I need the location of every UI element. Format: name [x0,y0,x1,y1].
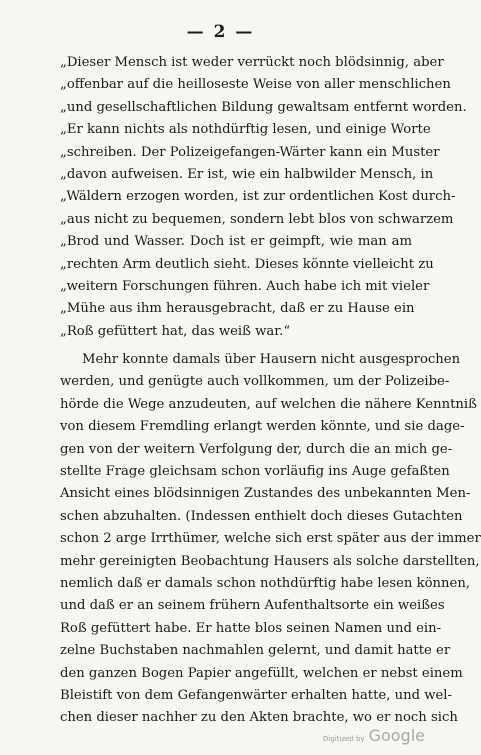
text-line: „schreiben. Der Polizeigefangen-Wärter kann ein Muster [60,144,440,160]
text-line: „Roß gefüttert hat, das weiß war.“ [60,323,291,339]
text-line: Bleistift von dem Gefangenwärter erhalten hatte, und wel- [60,687,452,703]
text-line: zelne Buchstaben nachmahlen gelernt, und damit hatte er [60,643,451,659]
text-line: werden, und genügte auch vollkommen, um der Polizeibe- [60,374,450,390]
text-line: Mehr konnte damals über Hausern nicht ausgesprochen [82,352,461,368]
text-line: schon 2 arge Irrthümer, welche sich erst später aus der immer [60,531,481,547]
page-text [60,52,481,730]
text-line: „Dieser Mensch ist weder verrückt noch blödsinnig, aber [60,55,444,70]
text-line: nemlich daß er damals schon nothdürftig habe lesen können, [60,575,471,591]
text-line: „offenbar auf die heilloseste Weise von aller menschlichen [60,77,451,93]
text-line: „Er kann nichts als nothdürftig lesen, und einige Worte [60,122,431,138]
text-line: mehr gereinigten Beobachtung Hausers als solche darstellten, [60,553,480,569]
text-line: „davon aufweisen. Er ist, wie ein halbwilder Mensch, in [60,166,434,182]
text-line: „weitern Forschungen führen. Auch habe ich mit vieler [60,278,430,294]
text-line: „und gesellschaftlichen Bildung gewaltsam entfernt worden. [60,99,467,115]
quote-block [60,52,467,343]
text-line: stellte Frage gleichsam schon vorläufig ins Auge gefaßten [60,464,450,480]
page-number: — 2 — [186,22,255,42]
text-line: Ansicht eines blödsinnigen Zustandes des unbekannten Men- [60,486,471,502]
text-line: „Mühe aus ihm herausgebracht, daß er zu Hause ein [60,301,415,317]
text-line: chen dieser nachher zu den Akten brachte, wo er noch sich [60,710,458,726]
text-line: von diesem Fremdling erlangt werden könnte, und sie dage- [60,419,465,435]
digitization-watermark [323,726,425,745]
text-line: und daß er an seinem frühern Aufenthaltsorte ein weißes [60,598,445,614]
body-paragraph [60,349,481,730]
text-line: hörde die Wege anzudeuten, auf welchen die nähere Kenntniß [60,396,477,412]
digitized-label: Digitized by [322,735,365,743]
text-line: „Brod und Wasser. Doch ist er geimpft, wie man am [60,234,412,250]
brand-logo: Google [368,726,425,745]
text-line: gen von der weitern Verfolgung der, durch die an mich ge- [60,441,453,457]
text-line: „aus nicht zu bequemen, sondern lebt blos von schwarzem [60,211,454,227]
text-line: schen abzuhalten. (Indessen enthielt doch dieses Gutachten [60,508,463,524]
text-line: „rechten Arm deutlich sieht. Dieses könnte vielleicht zu [60,256,434,272]
text-line: den ganzen Bogen Papier angefüllt, welchen er nebst einem [60,665,463,681]
text-line: Roß gefüttert habe. Er hatte blos seinen Namen und ein- [60,620,442,636]
text-line: „Wäldern erzogen worden, ist zur ordentlichen Kost durch- [60,189,456,205]
